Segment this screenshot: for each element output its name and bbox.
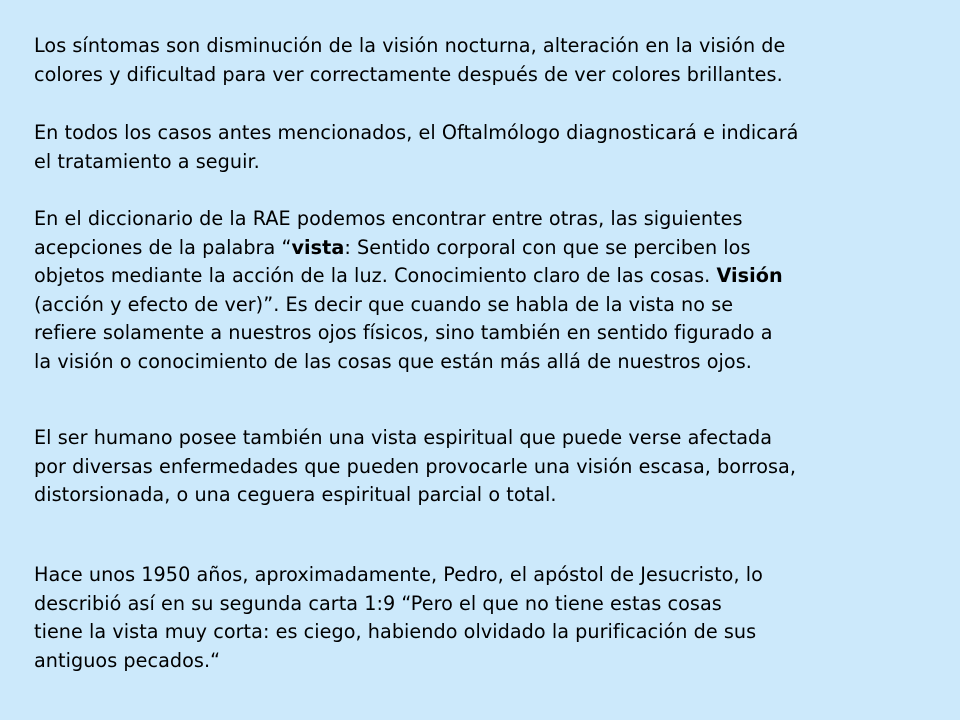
text-line: refiere solamente a nuestros ojos físicos, sino también en sentido figurado a xyxy=(34,321,773,345)
text-line: por diversas enfermedades que pueden provocarle una visión escasa, borrosa, xyxy=(34,454,796,478)
text-line: Los síntomas son disminución de la visión nocturna, alteración en la visión de xyxy=(34,34,786,57)
text-line: antiguos pecados.“ xyxy=(34,648,221,672)
text-segment: acepciones de la palabra “ xyxy=(34,235,292,259)
text-line: En el diccionario de la RAE podemos encontrar entre otras, las siguientes xyxy=(34,207,743,230)
text-line: tiene la vista muy corta: es ciego, habiendo olvidado la purificación de sus xyxy=(34,620,757,644)
text-line: El ser humano posee también una vista espiritual que puede verse afectada xyxy=(34,426,773,449)
paragraph-ophthalmologist xyxy=(34,119,914,176)
text-line xyxy=(34,262,914,291)
text-segment: objetos mediante la acción de la luz. Conocimiento claro de las cosas. xyxy=(34,264,711,288)
paragraph-spiritual-sight xyxy=(34,424,914,510)
text-line xyxy=(34,234,914,263)
text-line: el tratamiento a seguir. xyxy=(34,149,260,173)
text-segment: : Sentido corporal con que se perciben los xyxy=(344,235,751,259)
paragraph-rae-definition xyxy=(34,205,914,377)
paragraph-symptoms xyxy=(34,32,914,89)
text-line: distorsionada, o una ceguera espiritual parcial o total. xyxy=(34,483,557,507)
text-line: la visión o conocimiento de las cosas que están más allá de nuestros ojos. xyxy=(34,349,752,373)
text-line: (acción y efecto de ver)”. Es decir que cuando se habla de la vista no se xyxy=(34,292,734,316)
text-line: En todos los casos antes mencionados, el Oftalmólogo diagnosticará e indicará xyxy=(34,121,799,144)
text-line: Hace unos 1950 años, aproximadamente, Pedro, el apóstol de Jesucristo, lo xyxy=(34,563,763,586)
text-line: describió así en su segunda carta 1:9 “Pero el que no tiene estas cosas xyxy=(34,591,722,615)
paragraph-peter-quote xyxy=(34,561,914,675)
bold-word-vision: Visión xyxy=(716,264,783,288)
text-line: colores y dificultad para ver correctamente después de ver colores brillantes. xyxy=(34,62,783,86)
bold-word-vista: vista xyxy=(291,235,345,259)
